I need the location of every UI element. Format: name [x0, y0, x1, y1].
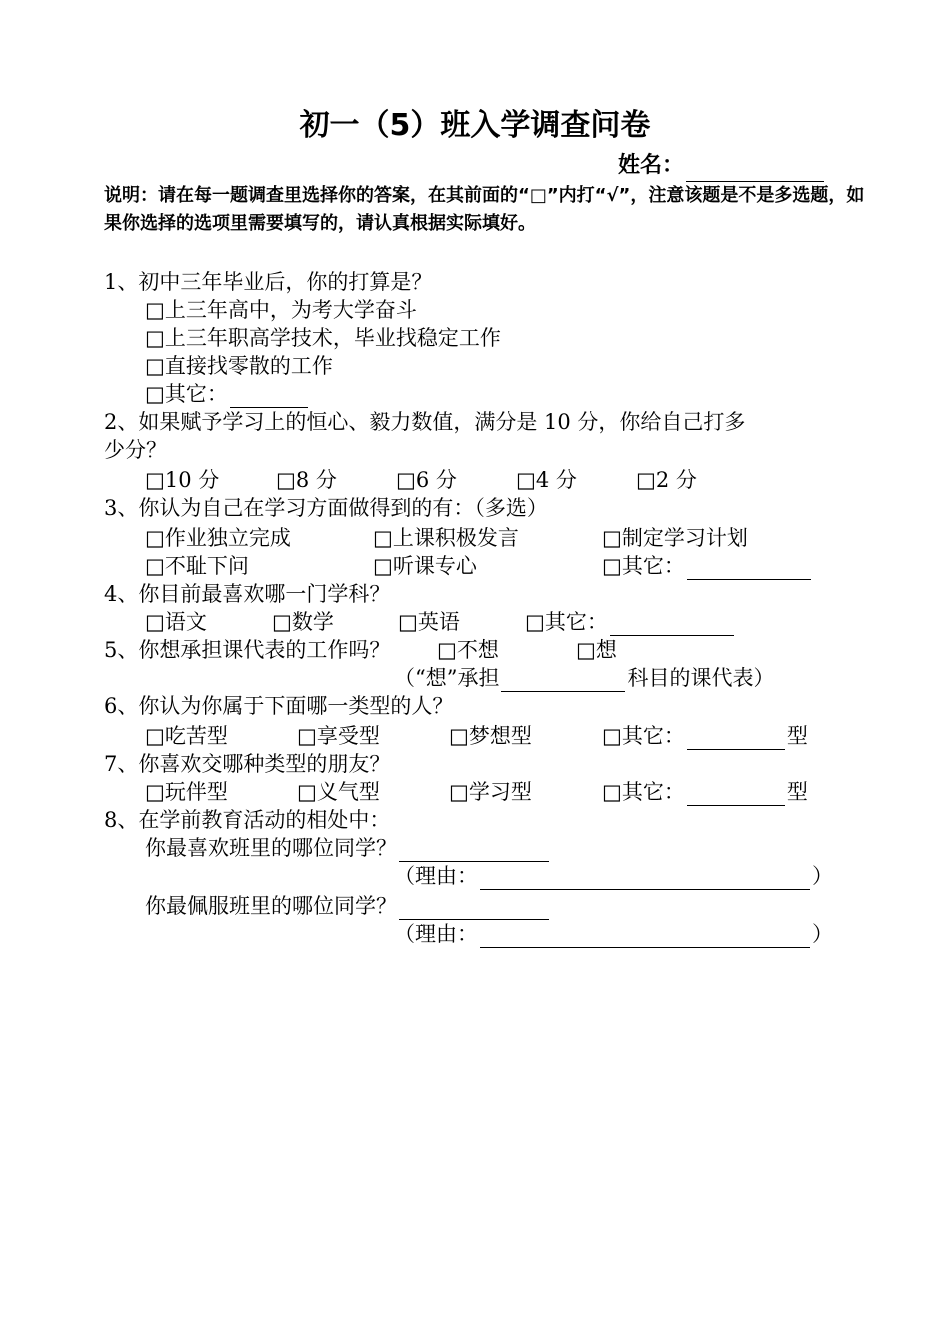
name-label: 姓名： [618, 153, 685, 178]
q8-reason-1-suffix: ） [812, 864, 833, 888]
q6-option-2[interactable]: □享受型 [297, 724, 380, 748]
q3-option-6[interactable] [602, 552, 813, 580]
q6-option-3[interactable]: □梦想型 [449, 724, 532, 748]
q7-option-1[interactable]: □玩伴型 [145, 780, 228, 804]
q3-option-5[interactable]: □听课专心 [373, 554, 477, 578]
q8-sub-2-blank[interactable] [399, 897, 549, 920]
q5-note-suffix: 科目的课代表） [627, 666, 775, 690]
page-title: 初一（5）班入学调查问卷 [299, 108, 651, 143]
q8-reason-1-prefix: （理由： [394, 864, 478, 888]
q7-other-suffix: 型 [786, 780, 808, 804]
q1-option-4-label: □其它： [145, 382, 228, 406]
q1-option-4[interactable] [145, 380, 310, 408]
q5-subject-blank[interactable] [501, 669, 625, 692]
q6-other-blank[interactable] [687, 727, 785, 750]
q7-option-4[interactable] [602, 778, 808, 806]
q7-option-3[interactable]: □学习型 [449, 780, 532, 804]
q6-option-4[interactable] [602, 722, 808, 750]
q7-option-2[interactable]: □义气型 [297, 780, 380, 804]
question-4: 4、你目前最喜欢哪一门学科？ [104, 582, 391, 606]
q4-option-2[interactable]: □数学 [272, 610, 334, 634]
q4-option-1[interactable]: □语文 [145, 610, 207, 634]
q8-sub-2 [145, 892, 551, 920]
question-2-line-2: 少分？ [104, 438, 167, 462]
q8-sub-1 [145, 834, 551, 862]
q2-option-4[interactable]: □4 分 [516, 468, 577, 492]
q7-option-4-label: □其它： [602, 780, 685, 804]
q1-other-blank[interactable] [230, 385, 308, 408]
q2-option-1[interactable]: □10 分 [145, 468, 220, 492]
q8-reason-2-prefix: （理由： [394, 922, 478, 946]
q1-option-3[interactable]: □直接找零散的工作 [145, 354, 333, 378]
q5-note-prefix: （“想”承担 [394, 666, 500, 690]
q8-reason-2 [394, 920, 833, 948]
q5-option-1[interactable]: □不想 [437, 638, 499, 662]
question-2-line-1: 2、如果赋予学习上的恒心、毅力数值，满分是 10 分，你给自己打多 [104, 410, 746, 434]
q6-other-suffix: 型 [786, 724, 808, 748]
q5-option-2[interactable]: □想 [576, 638, 617, 662]
q6-option-1[interactable]: □吃苦型 [145, 724, 228, 748]
name-blank[interactable] [686, 159, 824, 182]
q8-reason-1-blank[interactable] [480, 867, 810, 890]
question-7: 7、你喜欢交哪种类型的朋友？ [104, 752, 391, 776]
q3-option-6-label: □其它： [602, 554, 685, 578]
question-5: 5、你想承担课代表的工作吗？ [104, 638, 391, 662]
instruction-text: 说明：请在每一题调查里选择你的答案，在其前面的“□”内打“√”，注意该题是不是多选题，如果你选择的选项里需要填写的，请认真根据实际填好。 [104, 185, 865, 234]
question-6: 6、你认为你属于下面哪一类型的人？ [104, 694, 454, 718]
name-row [618, 150, 826, 182]
q3-other-blank[interactable] [687, 557, 811, 580]
q4-option-4-label: □其它： [525, 610, 608, 634]
q4-option-4[interactable] [525, 608, 736, 636]
q2-option-2[interactable]: □8 分 [276, 468, 337, 492]
q4-other-blank[interactable] [610, 613, 734, 636]
q8-reason-1 [394, 862, 833, 890]
question-1: 1、初中三年毕业后，你的打算是？ [104, 270, 433, 294]
q2-option-5[interactable]: □2 分 [636, 468, 697, 492]
q3-option-4[interactable]: □不耻下问 [145, 554, 249, 578]
q8-sub-1-blank[interactable] [399, 839, 549, 862]
q1-option-2[interactable]: □上三年职高学技术，毕业找稳定工作 [145, 326, 501, 350]
q6-option-4-label: □其它： [602, 724, 685, 748]
q2-option-3[interactable]: □6 分 [396, 468, 457, 492]
q4-option-3[interactable]: □英语 [398, 610, 460, 634]
q5-note [394, 664, 774, 692]
q3-option-3[interactable]: □制定学习计划 [602, 526, 748, 550]
q8-reason-2-blank[interactable] [480, 925, 810, 948]
q3-option-2[interactable]: □上课积极发言 [373, 526, 519, 550]
q3-option-1[interactable]: □作业独立完成 [145, 526, 291, 550]
question-3: 3、你认为自己在学习方面做得到的有：（多选） [104, 496, 548, 520]
q8-reason-2-suffix: ） [812, 922, 833, 946]
q7-other-blank[interactable] [687, 783, 785, 806]
q8-sub-1-label: 你最喜欢班里的哪位同学？ [145, 836, 397, 860]
question-8: 8、在学前教育活动的相处中： [104, 808, 391, 832]
q8-sub-2-label: 你最佩服班里的哪位同学？ [145, 894, 397, 918]
q1-option-1[interactable]: □上三年高中，为考大学奋斗 [145, 298, 417, 322]
